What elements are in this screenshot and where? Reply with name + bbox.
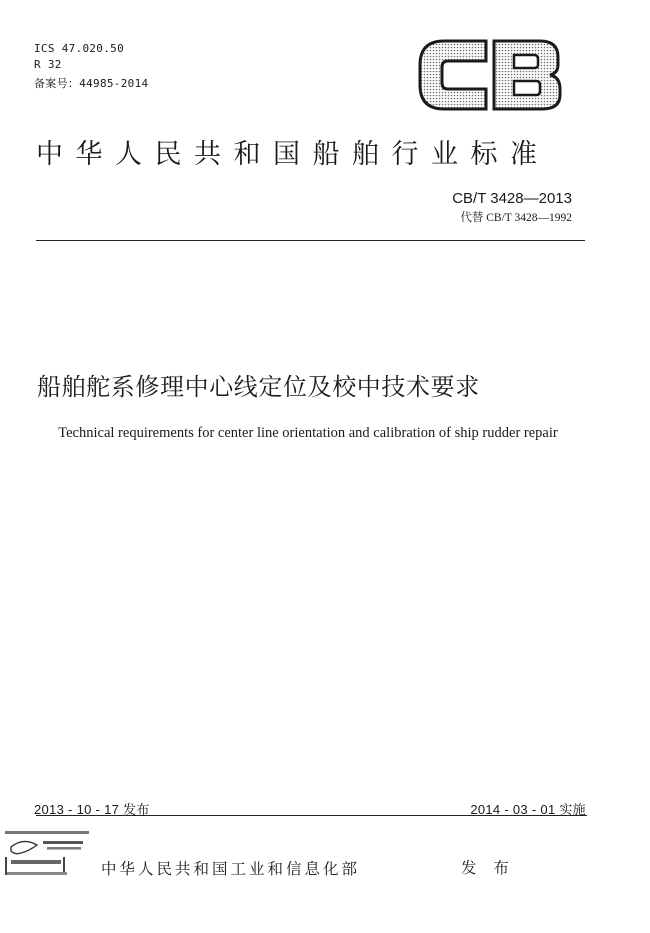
ics-number: ICS 47.020.50: [34, 42, 124, 55]
classification-code: R 32: [34, 58, 62, 71]
footer-divider: [36, 815, 587, 816]
release-label: 发 布: [461, 859, 515, 877]
issue-date: 2013 - 10 - 17 发布: [34, 802, 150, 817]
cintec-stamp-icon: [3, 825, 91, 881]
header-divider: [36, 240, 585, 241]
standard-code: CB/T 3428—2013: [452, 190, 572, 207]
replaces-standard: 代替 CB/T 3428—1992: [460, 212, 572, 224]
document-title-en: Technical requirements for center line orientation and calibration of ship rudder repair: [58, 425, 558, 441]
publisher-name: 中华人民共和国工业和信息化部: [101, 860, 361, 878]
standard-category-title: 中华人民共和国船舶行业标准: [36, 139, 550, 170]
record-number: 备案号：44985-2014: [34, 77, 149, 90]
document-title-cn: 船舶舵系修理中心线定位及校中技术要求: [37, 373, 480, 401]
cb-logo-icon: [414, 37, 564, 113]
implementation-date: 2014 - 03 - 01 实施: [470, 802, 586, 817]
